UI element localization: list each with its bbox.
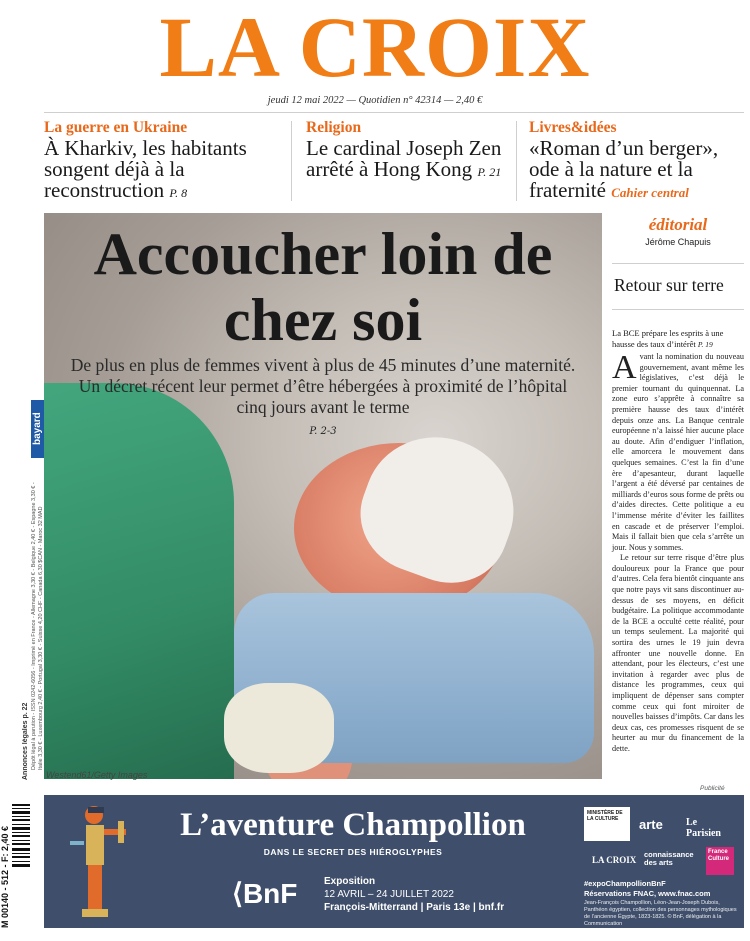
divider — [516, 121, 517, 201]
ad-expo-info: Exposition 12 AVRIL – 24 JUILLET 2022 François-Mitterrand | Paris 13e | bnf.fr — [324, 876, 505, 913]
editorial-column — [612, 213, 744, 779]
masthead — [0, 0, 750, 110]
section-ref: Cahier central — [611, 185, 689, 200]
teaser-kicker: La guerre en Ukraine — [44, 119, 188, 136]
teaser-ukraine[interactable] — [44, 119, 284, 204]
teaser-religion[interactable] — [306, 119, 516, 183]
barcode-text: M 00140 - 512 - F: 2,40 € — [0, 825, 10, 928]
editorial-paragraph: Avant la nomination du nouveau gouvernement, avant même les législatives, c’est déjà le premier tournant du quinquennat. La zone euro s’apprête à connaître sa première hausse des taux d’intérêt depuis onze ans. La Banque centrale européenne n’a laissé hier aucune place au doute. Afin d’endiguer l’inflation, elle amorcera le mouvement dans quelques semaines. C’est la fin d’une ère d’apesanteur, durant laquelle l’argent a été déversé par centaines de milliards d’euros sous forme de prêts ou d’aides directes. Cette politique a eu l’immense mérite d’éviter les faillites en cascade et de préserver l’emploi. Mais il fallait bien que cela s’arrête un jour. Nous y sommes. — [612, 349, 744, 552]
teaser-headline: Le cardinal Joseph Zen arrêté à Hong Kong P. 21 — [306, 136, 502, 181]
la-croix-logo: LA CROIX — [592, 855, 637, 865]
champollion-ad[interactable] — [44, 795, 744, 928]
editorial-lead: La BCE prépare les esprits à une hausse des taux d’intérêt P. 19 — [612, 328, 724, 349]
page-ref: P. 2-3 — [309, 426, 337, 437]
editorial-title: Retour sur terre — [614, 275, 724, 295]
cover-headline: Accoucher loin de chez soi — [93, 221, 553, 353]
newspaper-logo[interactable]: LA CROIX — [159, 0, 591, 95]
ad-booking-info: #expoChampollionBnF Réservations FNAC, www.fnac.com Jean-François Champollion, Léon-Jean-Joseph Dubois, Panthéon égyptien, collection des personnages mythologiques de l’ancienne Égypte, 1823-1825. © BnF, délégation à la Communication — [584, 879, 737, 927]
arte-logo: arte — [639, 817, 663, 832]
page-ref: P. 8 — [169, 186, 188, 200]
teaser-livres[interactable] — [529, 119, 744, 203]
page-ref: P. 21 — [477, 165, 502, 179]
cover-subtitle: De plus en plus de femmes vivent à plus de 45 minutes d’une maternité. Un décret récent leur permet d’être hébergées à proximité de l’hôpital cinq jours avant le terme — [70, 355, 576, 417]
editorial-paragraph: Le retour sur terre risque d’être plus douloureux pour la France que pour d’autres. Cela fera bientôt cinquante ans que notre pays vit sans discontinuer au-dessus de ses moyens, en déficit budgétaire. La politique accommodante de la BCE a occulté cette réalité, pour un temps seulement. La majorité qui sortira des urnes le 19 juin devra affronter une nouvelle donne. En attendant, pour les électeurs, c’est une invitation à regarder avec plus de distance les programmes, ceux qui impliquent de dépenser sans compter comme ceux qui font miroiter de nouvelles baisses d’impôts. Car dans les deux cas, ces promesses risquent de se heurter au mur du financement de la dette. — [612, 553, 744, 753]
editorial-body — [612, 349, 744, 755]
partner-logos — [584, 807, 734, 879]
divider — [612, 309, 744, 310]
divider — [291, 121, 292, 201]
glove-shape — [224, 683, 334, 773]
divider — [612, 263, 744, 264]
legal-notice: Annonces légales p. 22 — [22, 702, 29, 780]
bayard-logo: bayard — [31, 400, 45, 458]
imprint-text: Dépôt légal à parution - ISSN 0242-6056 - Imprimé en France - Allemagne 3,30 € - Belgique 2,40 € - Espagne 3,30 € - Italie 3,30 € - Luxembourg 2,40 € - Portugal 3,30 € - Suisse 4,20 CHF - Canada 6,30 $CAN - Maroc 32 MAD — [31, 482, 44, 770]
connaissance-des-arts-logo: connaissance des arts — [644, 850, 694, 867]
teaser-headline: «Roman d’un berger», ode à la nature et la fraternité Cahier central — [529, 136, 719, 202]
page-ref: P. 19 — [697, 339, 713, 349]
ministry-logo: MINISTÈRE DE LA CULTURE — [584, 807, 630, 841]
ad-subtitle: DANS LE SECRET DES HIÉROGLYPHES — [263, 847, 443, 857]
bnf-logo: ⟨BnF — [232, 878, 298, 909]
france-culture-logo: France Culture — [706, 847, 734, 875]
cover-photo[interactable] — [44, 213, 602, 779]
green-scrubs-shape — [44, 383, 234, 779]
editorial-author: Jérôme Chapuis — [645, 237, 711, 247]
egyptian-figure-icon — [66, 801, 136, 925]
teaser-strip — [44, 112, 744, 204]
teaser-kicker: Livres&idées — [529, 119, 617, 136]
photo-credit: Westend61/Getty Images — [46, 770, 148, 780]
dateline: jeudi 12 mai 2022 — Quotidien n° 42314 — 2,40 € — [267, 95, 483, 106]
barcode-icon — [10, 800, 32, 928]
ad-title: L’aventure Champollion — [180, 807, 526, 843]
teaser-headline: À Kharkiv, les habitants songent déjà à la reconstruction P. 8 — [44, 136, 247, 202]
ad-label: Publicité — [700, 785, 725, 792]
drop-cap: A — [612, 349, 637, 386]
teaser-kicker: Religion — [306, 119, 362, 136]
le-parisien-logo: Le Parisien — [686, 817, 721, 839]
editorial-label: éditorial — [648, 215, 708, 234]
